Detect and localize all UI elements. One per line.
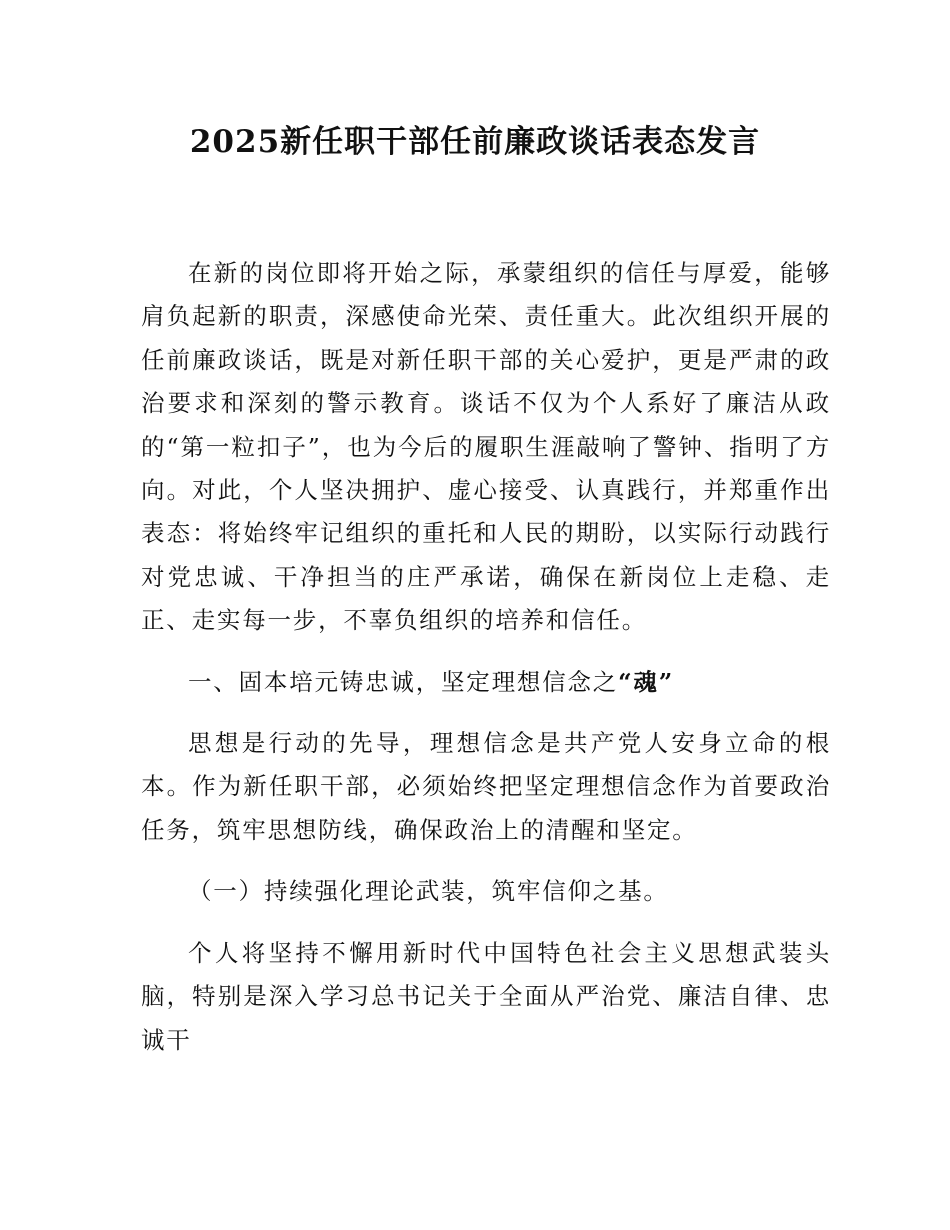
paragraph-gap xyxy=(141,704,831,722)
subsection-heading: （一）持续强化理论武装，筑牢信仰之基。 xyxy=(188,877,669,906)
section-heading-text: 一、固本培元铸忠诚，坚定理想信念之 xyxy=(188,667,619,696)
section-heading-emphasis: “魂” xyxy=(618,667,675,696)
subsection-paragraph: 个人将坚持不懈用新时代中国特色社会主义思想武装头脑，特别是深入学习总书记关于全面从严治党、廉洁自律、忠诚干 xyxy=(141,938,831,1054)
document-title: 2025新任职干部任前廉政谈话表态发言 xyxy=(189,124,761,160)
paragraph-gap xyxy=(141,914,831,932)
paragraph-gap xyxy=(141,852,831,870)
section-heading xyxy=(141,661,831,704)
document-body xyxy=(141,252,831,1062)
section-paragraph: 思想是行动的先导，理想信念是共产党人安身立命的根本。作为新任职干部，必须始终把坚定理想信念作为首要政治任务，筑牢思想防线，确保政治上的清醒和坚定。 xyxy=(141,729,831,844)
intro-paragraph: 在新的岗位即将开始之际，承蒙组织的信任与厚爱，能够肩负起新的职责，深感使命光荣、责任重大。此次组织开展的任前廉政谈话，既是对新任职干部的关心爱护，更是严肃的政治要求和深刻的警示教育。谈话不仅为个人系好了廉洁从政的“第一粒扣子”，也为今后的履职生涯敲响了警钟、指明了方向。对此，个人坚决拥护、虚心接受、认真践行，并郑重作出表态：将始终牢记组织的重托和人民的期盼，以实际行动践行对党忠诚、干净担当的庄严承诺，确保在新岗位上走稳、走正、走实每一步，不辜负组织的培养和信任。 xyxy=(141,259,831,635)
paragraph-gap xyxy=(141,643,831,661)
